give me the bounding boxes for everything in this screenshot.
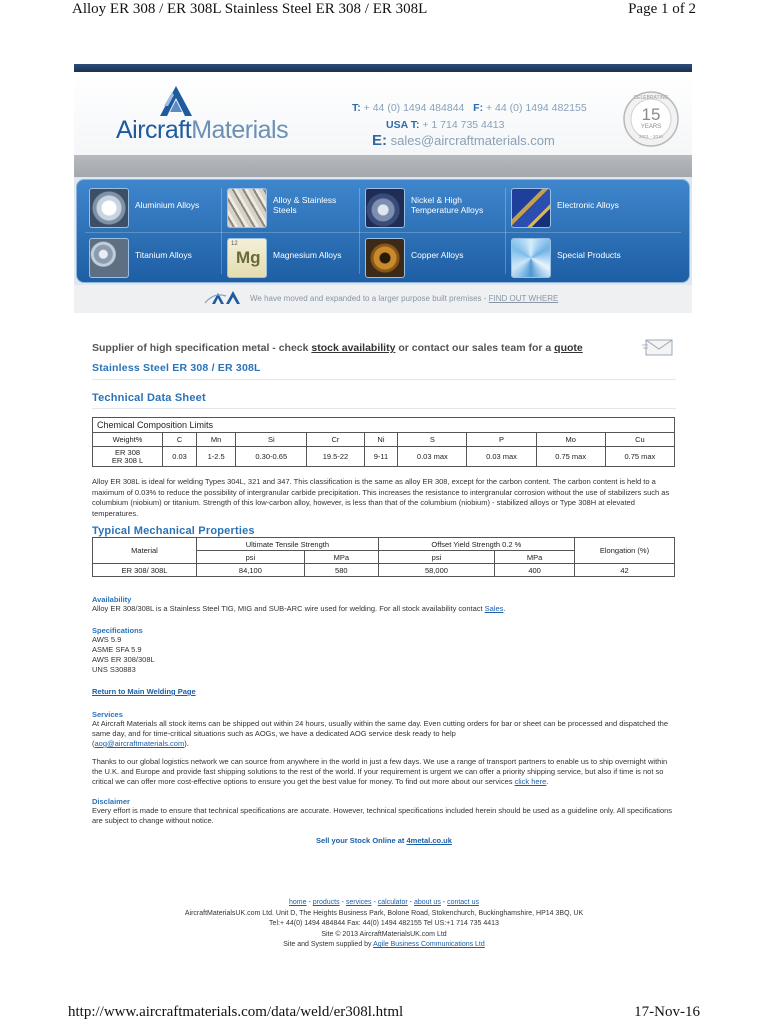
4metal-link[interactable]: 4metal.co.uk (406, 836, 452, 845)
quote-link[interactable]: quote (554, 342, 583, 354)
spec-item: AWS 5.9 (92, 635, 122, 644)
chem-header-cell: Cu (605, 433, 674, 447)
mech-value-cell: 42 (575, 564, 675, 577)
footer-link-services[interactable]: services (345, 899, 372, 906)
footer-link-products[interactable]: products (312, 899, 340, 906)
chem-value-cell: 0.75 max (605, 447, 674, 467)
badge-years: YEARS (640, 124, 662, 130)
disclaimer-text: Every effort is made to ensure that technical specifications are accurate. However, technical specifications included herein should be used as a guideline only. All specifications are subject to change without notice. (92, 806, 673, 825)
site-header: AircraftMaterials T: + 44 (0) 1494 484844 F: + 44 (0) 1494 482155 USA T: + 1 714 735 4413 E: sales@aircraftmaterials.com CELEBRATING 15 YEARS 2001 - 2016 (74, 72, 692, 155)
chem-header-cell: C (163, 433, 197, 447)
chem-value-cell: 9-11 (364, 447, 398, 467)
mech-unit-cell: psi (197, 551, 305, 564)
title-divider (92, 379, 676, 380)
main-content (92, 342, 676, 845)
mech-unit-cell: MPa (304, 551, 378, 564)
site-footer (92, 898, 676, 951)
envelope-icon[interactable] (642, 337, 674, 357)
services-paragraph-2: Thanks to our global logistics network we can source from anywhere in the world in just a few days. We use a range of transport partners to enable us to ship overnight within the U.K. and Europe and provide fast shipping solutions to the rest of the world. If your requirement is urgent we can offer a priority shipping service, but also if time is not so critical we can offer more cost-effective options to ensure you get the best value for money. To find out more about our services click here. (92, 757, 668, 786)
footer-links: home - products - services - calculator - about us - contact us (289, 899, 479, 906)
availability-text: Alloy ER 308/308L is a Stainless Steel TIG, MIG and SUB-ARC wire used for welding. For all stock availability contact Sales. (92, 604, 506, 613)
spec-item: AWS ER 308/308L (92, 655, 155, 664)
aircraft-materials-logo[interactable] (116, 88, 316, 148)
chem-value-cell: 0.03 (163, 447, 197, 467)
gears-icon (89, 238, 129, 278)
page-title: Stainless Steel ER 308 / ER 308L (92, 362, 261, 374)
nav-item-aluminium-alloys[interactable]: Aluminium Alloys (89, 188, 219, 228)
click-here-link[interactable]: click here (514, 777, 547, 786)
mech-value-cell: 580 (304, 564, 378, 577)
spec-item: ASME SFA 5.9 (92, 645, 142, 654)
intro-paragraph: Alloy ER 308L is ideal for welding Types 304L, 321 and 347. This classification is the same as alloy ER 308, except for the carbon content. The carbon content is held to a maximum of 0.03% to reduce the possibility of intergranular carbide precipitation. This increases the resistance to intergranular corrosion without the use of stabilizers such as columbium (niobium) or titanium. Strength of this low-carbon alloy, however, is less than that of the columbium (niobium) - stabilized alloys or Type 308H at elevated temperatures. (92, 477, 670, 518)
gray-divider-bar (74, 155, 692, 177)
nav-item-alloy-stainless-steels[interactable]: Alloy & Stainless Steels (227, 188, 357, 228)
mechanical-properties-table (92, 537, 675, 577)
usa-phone-number: + 1 714 735 4413 (422, 119, 505, 131)
chem-value-cell: 19.5-22 (307, 447, 364, 467)
chem-value-cell: 1-2.5 (196, 447, 235, 467)
services-paragraph-1: At Aircraft Materials all stock items can be shipped out within 24 hours, usually within the same day. Even cutting orders for bar or sheet can be processed and dispatched the same day, and for time-critical situations such as AOGs, we have a dedicated AOG service desk ready to help (aog@aircraftmaterials.com). (92, 719, 669, 748)
nav-item-copper-alloys[interactable]: Copper Alloys (365, 238, 503, 278)
mech-value-cell: 400 (495, 564, 575, 577)
mech-value-cell: ER 308/ 308L (93, 564, 197, 577)
logo-wordmark: AircraftMaterials (116, 116, 289, 144)
print-url: http://www.aircraftmaterials.com/data/weld/er308l.html (68, 1004, 404, 1020)
chem-caption: Chemical Composition Limits (93, 418, 675, 433)
nav-item-magnesium-alloys[interactable]: 12 Mg Magnesium Alloys (227, 238, 357, 278)
mech-header-uts: Ultimate Tensile Strength (197, 538, 379, 551)
chem-value-cell: 0.75 max (536, 447, 605, 467)
steel-bars-icon (227, 188, 267, 228)
return-welding-link[interactable]: Return to Main Welding Page (92, 687, 196, 696)
technical-data-sheet-heading: Technical Data Sheet (92, 392, 206, 404)
element-mg-icon: 12 Mg (227, 238, 267, 278)
footer-link-about-us[interactable]: about us (413, 899, 441, 906)
chem-header-cell: Mn (196, 433, 235, 447)
chem-row-label: ER 308 ER 308 L (93, 447, 163, 467)
print-page-number: Page 1 of 2 (628, 1, 696, 17)
footer-address: AircraftMaterialsUK.com Ltd. Unit D, The Heights Business Park, Bolone Road, Stokenchurch, Buckinghamshire, HP14 3BQ, UK (184, 909, 584, 917)
chem-header-cell: Weight% (93, 433, 163, 447)
top-bar (74, 64, 692, 72)
print-title: Alloy ER 308 / ER 308L Stainless Steel ER 308 / ER 308L (72, 1, 428, 17)
availability-heading: Availability (92, 595, 132, 604)
chemical-composition-table (92, 417, 675, 467)
disclaimer-heading: Disclaimer (92, 797, 130, 806)
nav-item-titanium-alloys[interactable]: Titanium Alloys (89, 238, 219, 278)
anniversary-badge (622, 90, 680, 148)
print-header (0, 0, 768, 22)
specifications-heading: Specifications (92, 626, 143, 635)
product-nav-panel (76, 179, 690, 283)
small-logo-icon (202, 290, 242, 306)
mech-header-material: Material (93, 538, 197, 564)
chem-value-cell: 0.30-0.65 (236, 447, 307, 467)
nav-item-special-products[interactable]: Special Products (511, 238, 641, 278)
turbine-icon (365, 188, 405, 228)
find-out-where-link[interactable]: FIND OUT WHERE (488, 294, 559, 303)
mech-unit-cell: MPa (495, 551, 575, 564)
chem-header-cell: Mo (536, 433, 605, 447)
chem-header-cell: Cr (307, 433, 364, 447)
footer-copyright: Site © 2013 AircraftMaterialsUK.com Ltd (321, 930, 447, 938)
mech-value-cell: 58,000 (378, 564, 494, 577)
badge-top-text: CELEBRATING (633, 95, 669, 101)
aluminium-coil-icon (89, 188, 129, 228)
chem-header-cell: S (398, 433, 467, 447)
product-nav (74, 177, 692, 285)
badge-range: 2001 - 2016 (638, 134, 664, 139)
chem-header-cell: Si (236, 433, 307, 447)
print-date: 17-Nov-16 (634, 1004, 700, 1020)
footer-link-contact-us[interactable]: contact us (447, 899, 479, 906)
sales-link[interactable]: Sales (484, 604, 504, 613)
services-heading: Services (92, 710, 123, 719)
copper-nut-icon (365, 238, 405, 278)
badge-number: 15 (641, 105, 661, 124)
phone-number: + 44 (0) 1494 484844 (363, 102, 465, 114)
sell-stock-line: Sell your Stock Online at 4metal.co.uk (316, 836, 452, 845)
chem-header-cell: Ni (364, 433, 398, 447)
fax-number: + 44 (0) 1494 482155 (486, 102, 587, 114)
chem-value-cell: 0.03 max (467, 447, 536, 467)
footer-link-calculator[interactable]: calculator (377, 899, 408, 906)
nav-item-nickel-high-temp-alloys[interactable]: Nickel & High Temperature Alloys (365, 188, 503, 228)
sales-email[interactable]: sales@aircraftmaterials.com (390, 133, 555, 148)
supplier-line: Supplier of high specification metal - check stock availability or contact our sales team for a quote (92, 342, 583, 354)
chem-value-cell: 0.03 max (398, 447, 467, 467)
agile-link[interactable]: Agile Business Communications Ltd (373, 941, 485, 948)
chem-header-cell: P (467, 433, 536, 447)
footer-system: Site and System supplied by Agile Business Communications Ltd (283, 941, 485, 948)
aog-email-link[interactable]: aog@aircraftmaterials.com (94, 739, 185, 748)
footer-link-home[interactable]: home (289, 899, 307, 906)
circuit-board-icon (511, 188, 551, 228)
logo-a-mark-icon (116, 84, 316, 118)
mech-value-cell: 84,100 (197, 564, 305, 577)
mech-unit-cell: psi (378, 551, 494, 564)
mech-header-elongation: Elongation (%) (575, 538, 675, 564)
nav-item-electronic-alloys[interactable]: Electronic Alloys (511, 188, 641, 228)
mech-header-ys: Offset Yield Strength 0.2 % (378, 538, 574, 551)
fan-blades-icon (511, 238, 551, 278)
site-banner (74, 64, 692, 336)
mechanical-properties-heading: Typical Mechanical Properties (92, 525, 255, 537)
footer-phones: Tel:+ 44(0) 1494 484844 Fax: 44(0) 1494 482155 Tel US:+1 714 735 4413 (269, 920, 499, 927)
spec-item: UNS S30883 (92, 665, 136, 674)
moved-premises-bar (74, 285, 692, 313)
stock-availability-link[interactable]: stock availability (311, 342, 396, 354)
moved-text: We have moved and expanded to a larger purpose built premises - FIND OUT WHERE (250, 294, 559, 303)
